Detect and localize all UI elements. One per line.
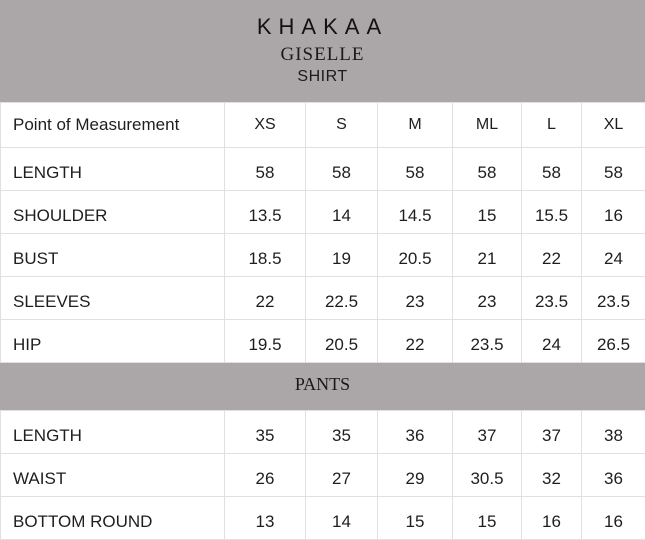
- cell-value: 15: [453, 191, 522, 234]
- cell-value: 23: [378, 277, 453, 320]
- shirt-size-table: [0, 102, 645, 363]
- cell-value: 37: [522, 411, 582, 454]
- cell-value: 37: [453, 411, 522, 454]
- cell-value: 23.5: [582, 277, 645, 320]
- row-label: LENGTH: [1, 411, 225, 454]
- table-row: [1, 411, 645, 454]
- cell-value: 26: [225, 454, 306, 497]
- brand-logo: KHAKAA: [0, 14, 645, 40]
- section-title-pants: PANTS: [0, 374, 645, 395]
- cell-value: 22.5: [306, 277, 378, 320]
- cell-value: 32: [522, 454, 582, 497]
- table-row: [1, 148, 645, 191]
- cell-value: 19: [306, 234, 378, 277]
- cell-value: 23.5: [453, 320, 522, 363]
- cell-value: 22: [522, 234, 582, 277]
- cell-value: 13: [225, 497, 306, 540]
- section-title-shirt: SHIRT: [0, 68, 645, 86]
- cell-value: 22: [225, 277, 306, 320]
- cell-value: 21: [453, 234, 522, 277]
- cell-value: 27: [306, 454, 378, 497]
- cell-value: 36: [378, 411, 453, 454]
- cell-value: 16: [582, 191, 645, 234]
- cell-value: 23.5: [522, 277, 582, 320]
- header-point-of-measurement: Point of Measurement: [1, 103, 225, 148]
- cell-value: 22: [378, 320, 453, 363]
- cell-value: 58: [453, 148, 522, 191]
- header-size-m: M: [378, 103, 453, 148]
- cell-value: 20.5: [378, 234, 453, 277]
- cell-value: 14: [306, 191, 378, 234]
- cell-value: 19.5: [225, 320, 306, 363]
- row-label: HIP: [1, 320, 225, 363]
- cell-value: 13.5: [225, 191, 306, 234]
- cell-value: 15: [378, 497, 453, 540]
- table-header-row: [1, 103, 645, 148]
- cell-value: 23: [453, 277, 522, 320]
- header-size-l: L: [522, 103, 582, 148]
- table-row: [1, 454, 645, 497]
- cell-value: 35: [306, 411, 378, 454]
- cell-value: 24: [522, 320, 582, 363]
- cell-value: 38: [582, 411, 645, 454]
- cell-value: 14: [306, 497, 378, 540]
- header-band: [0, 0, 645, 102]
- cell-value: 16: [522, 497, 582, 540]
- table-row: [1, 277, 645, 320]
- cell-value: 58: [306, 148, 378, 191]
- cell-value: 16: [582, 497, 645, 540]
- cell-value: 29: [378, 454, 453, 497]
- header-size-xs: XS: [225, 103, 306, 148]
- cell-value: 26.5: [582, 320, 645, 363]
- header-size-ml: ML: [453, 103, 522, 148]
- table-row: [1, 191, 645, 234]
- cell-value: 15.5: [522, 191, 582, 234]
- cell-value: 30.5: [453, 454, 522, 497]
- cell-value: 18.5: [225, 234, 306, 277]
- row-label: LENGTH: [1, 148, 225, 191]
- cell-value: 58: [225, 148, 306, 191]
- product-name: GISELLE: [0, 44, 645, 66]
- cell-value: 36: [582, 454, 645, 497]
- row-label: SHOULDER: [1, 191, 225, 234]
- table-row: [1, 497, 645, 540]
- cell-value: 58: [522, 148, 582, 191]
- cell-value: 15: [453, 497, 522, 540]
- cell-value: 14.5: [378, 191, 453, 234]
- cell-value: 24: [582, 234, 645, 277]
- row-label: SLEEVES: [1, 277, 225, 320]
- pants-size-table: [0, 410, 645, 540]
- header-size-s: S: [306, 103, 378, 148]
- row-label: WAIST: [1, 454, 225, 497]
- row-label: BOTTOM ROUND: [1, 497, 225, 540]
- cell-value: 58: [378, 148, 453, 191]
- header-size-xl: XL: [582, 103, 645, 148]
- cell-value: 58: [582, 148, 645, 191]
- table-row: [1, 234, 645, 277]
- row-label: BUST: [1, 234, 225, 277]
- cell-value: 20.5: [306, 320, 378, 363]
- table-row: [1, 320, 645, 363]
- cell-value: 35: [225, 411, 306, 454]
